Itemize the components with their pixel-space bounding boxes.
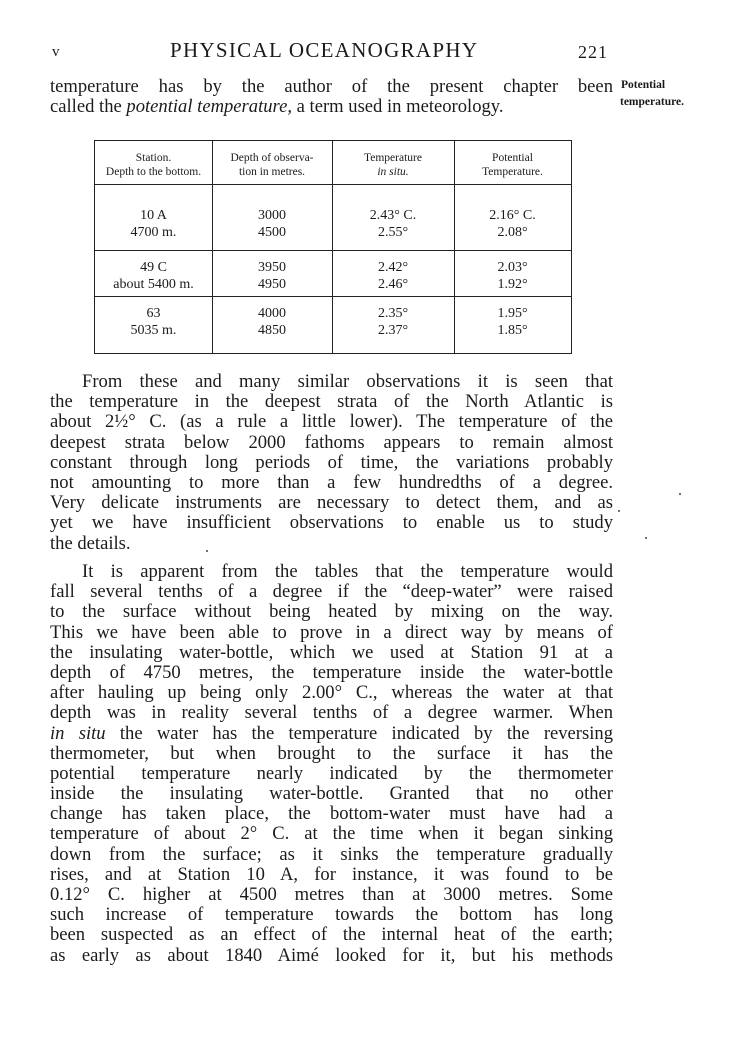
column-header (454, 151, 571, 179)
header-line: Potential (492, 152, 533, 164)
in-situ-temp: 2.37° (377, 323, 409, 338)
table-cell-in-situ (332, 305, 454, 339)
italic-term: potential temperature, (126, 96, 292, 118)
column-header (212, 151, 332, 179)
station-id: 10 A (140, 208, 167, 223)
text-line: down from the surface; as it sinks the temperature gradually (50, 843, 613, 865)
text-line: 0.12° C. higher at 4500 metres than at 3000 metres. Some (50, 884, 613, 905)
text-line: This we have been able to prove in a direct way by means of (50, 621, 613, 643)
header-rule (95, 184, 571, 185)
text-line: not amounting to more than a few hundredths of a degree. (50, 471, 613, 493)
paragraph-deep-strata (50, 372, 613, 554)
station-id: 49 C (140, 260, 167, 275)
text-line: temperature has by the author of the present chapter been (50, 76, 613, 97)
table-cell-potential (454, 305, 571, 339)
in-situ-temp: 2.46° (377, 277, 409, 292)
in-situ-temp: 2.55° (377, 225, 409, 240)
table-cell-obs-depth (212, 305, 332, 339)
text-line: depth of 4750 metres, the temperature inside the water-bottle (50, 661, 613, 683)
table-cell-obs-depth (212, 259, 332, 293)
margin-note (621, 77, 684, 111)
potential-temp: 1.85° (497, 323, 528, 338)
potential-temp: 1.95° (497, 306, 528, 321)
station-id: 63 (146, 306, 161, 321)
table-cell-obs-depth (212, 207, 332, 241)
text-line: after hauling up being only 2.00° C., whereas the water at that (50, 682, 613, 704)
obs-depth: 4000 (258, 306, 286, 321)
text-line: yet we have insufficient observations to enable us to study (50, 512, 613, 534)
text-line: fall several tenths of a degree if the “deep-water” were raised (50, 581, 613, 603)
margin-note-line: temperature. (620, 96, 684, 108)
header-line: Depth to the bottom. (105, 166, 202, 178)
print-speck (679, 493, 681, 495)
table-cell-in-situ (332, 259, 454, 293)
obs-depth: 4850 (258, 323, 286, 338)
column-header (332, 151, 454, 179)
table-cell-potential (454, 207, 571, 241)
column-header (95, 151, 212, 179)
text-line (50, 97, 613, 117)
in-situ-temp: 2.43° C. (369, 208, 417, 223)
italic-term: in situ (50, 722, 106, 744)
print-speck (645, 537, 647, 539)
bottom-depth: 5035 m. (130, 323, 177, 338)
intro-paragraph (50, 77, 613, 117)
text-line: temperature of about 2° C. at the time when it began sinking (50, 823, 613, 845)
text-line: constant through long periods of time, the variations probably (50, 451, 613, 473)
text-line: rises, and at Station 10 A, for instance, it was found to be (50, 863, 613, 885)
text-line: the insulating water-bottle, which we used at Station 91 at a (50, 641, 613, 663)
potential-temp: 2.16° C. (489, 208, 536, 223)
text-line: change has taken place, the bottom-water must have had a (50, 803, 613, 825)
text-line: to the surface without being heated by mixing on the way. (50, 601, 613, 623)
bottom-depth: about 5400 m. (113, 277, 194, 292)
text-line: the details. (50, 532, 131, 554)
header-line: Station. (135, 152, 172, 164)
obs-depth: 4950 (258, 277, 286, 292)
text-line: thermometer, but when brought to the surface it has the (50, 742, 613, 764)
potential-temp: 2.08° (497, 225, 528, 240)
obs-depth: 3000 (258, 208, 286, 223)
obs-depth: 4500 (258, 225, 286, 240)
margin-note-line: Potential (621, 79, 666, 91)
page-number: 221 (578, 42, 608, 62)
bottom-depth: 4700 m. (130, 225, 177, 240)
chapter-marker: v (52, 44, 60, 60)
table-cell-station (95, 207, 212, 241)
text-line: From these and many similar observations it is seen that (82, 371, 613, 392)
obs-depth: 3950 (258, 260, 286, 275)
table-cell-potential (454, 259, 571, 293)
text-line: depth was in reality several tenths of a degree warmer. When (50, 702, 613, 724)
text-line: about 2½° C. (as a rule a little lower). The temperature of the (50, 411, 613, 433)
text-line: as early as about 1840 Aimé looked for it, but his methods (50, 944, 613, 966)
potential-temp: 2.03° (497, 260, 528, 275)
text-line: the temperature in the deepest strata of the North Atlantic is (50, 391, 613, 413)
header-line: Depth of observa- (230, 152, 314, 164)
temperature-table (94, 140, 572, 354)
in-situ-temp: 2.35° (377, 306, 409, 321)
text-line: potential temperature nearly indicated by the thermometer (50, 762, 613, 784)
text-line: inside the insulating water-bottle. Granted that no other (50, 783, 613, 805)
row-rule (95, 296, 571, 297)
text-line (50, 724, 613, 744)
text-line: such increase of temperature towards the bottom has long (50, 904, 613, 926)
text-fragment: a term used in meteorology. (292, 96, 504, 118)
header-line: tion in metres. (238, 166, 306, 178)
running-title: PHYSICAL OCEANOGRAPHY (170, 38, 479, 62)
header-line: Temperature (364, 152, 422, 164)
print-speck (618, 510, 620, 512)
print-speck (206, 550, 208, 552)
text-line: been suspected as an effect of the internal heat of the earth; (50, 924, 613, 946)
text-line: Very delicate instruments are necessary to detect them, and as (50, 492, 613, 514)
paragraph-insulating-bottle (50, 562, 613, 966)
table-cell-in-situ (332, 207, 454, 241)
row-rule (95, 250, 571, 251)
text-fragment: called the (50, 96, 127, 118)
text-line: deepest strata below 2000 fathoms appears to remain almost (50, 431, 613, 453)
text-fragment: the water has the temperature indicated by the reversing (105, 722, 613, 744)
header-line: Temperature. (482, 166, 543, 178)
table-cell-station (95, 305, 212, 339)
text-line: It is apparent from the tables that the temperature would (82, 561, 613, 582)
header-line: in situ. (377, 166, 409, 178)
table-cell-station (95, 259, 212, 293)
potential-temp: 1.92° (497, 277, 528, 292)
in-situ-temp: 2.42° (377, 260, 409, 275)
